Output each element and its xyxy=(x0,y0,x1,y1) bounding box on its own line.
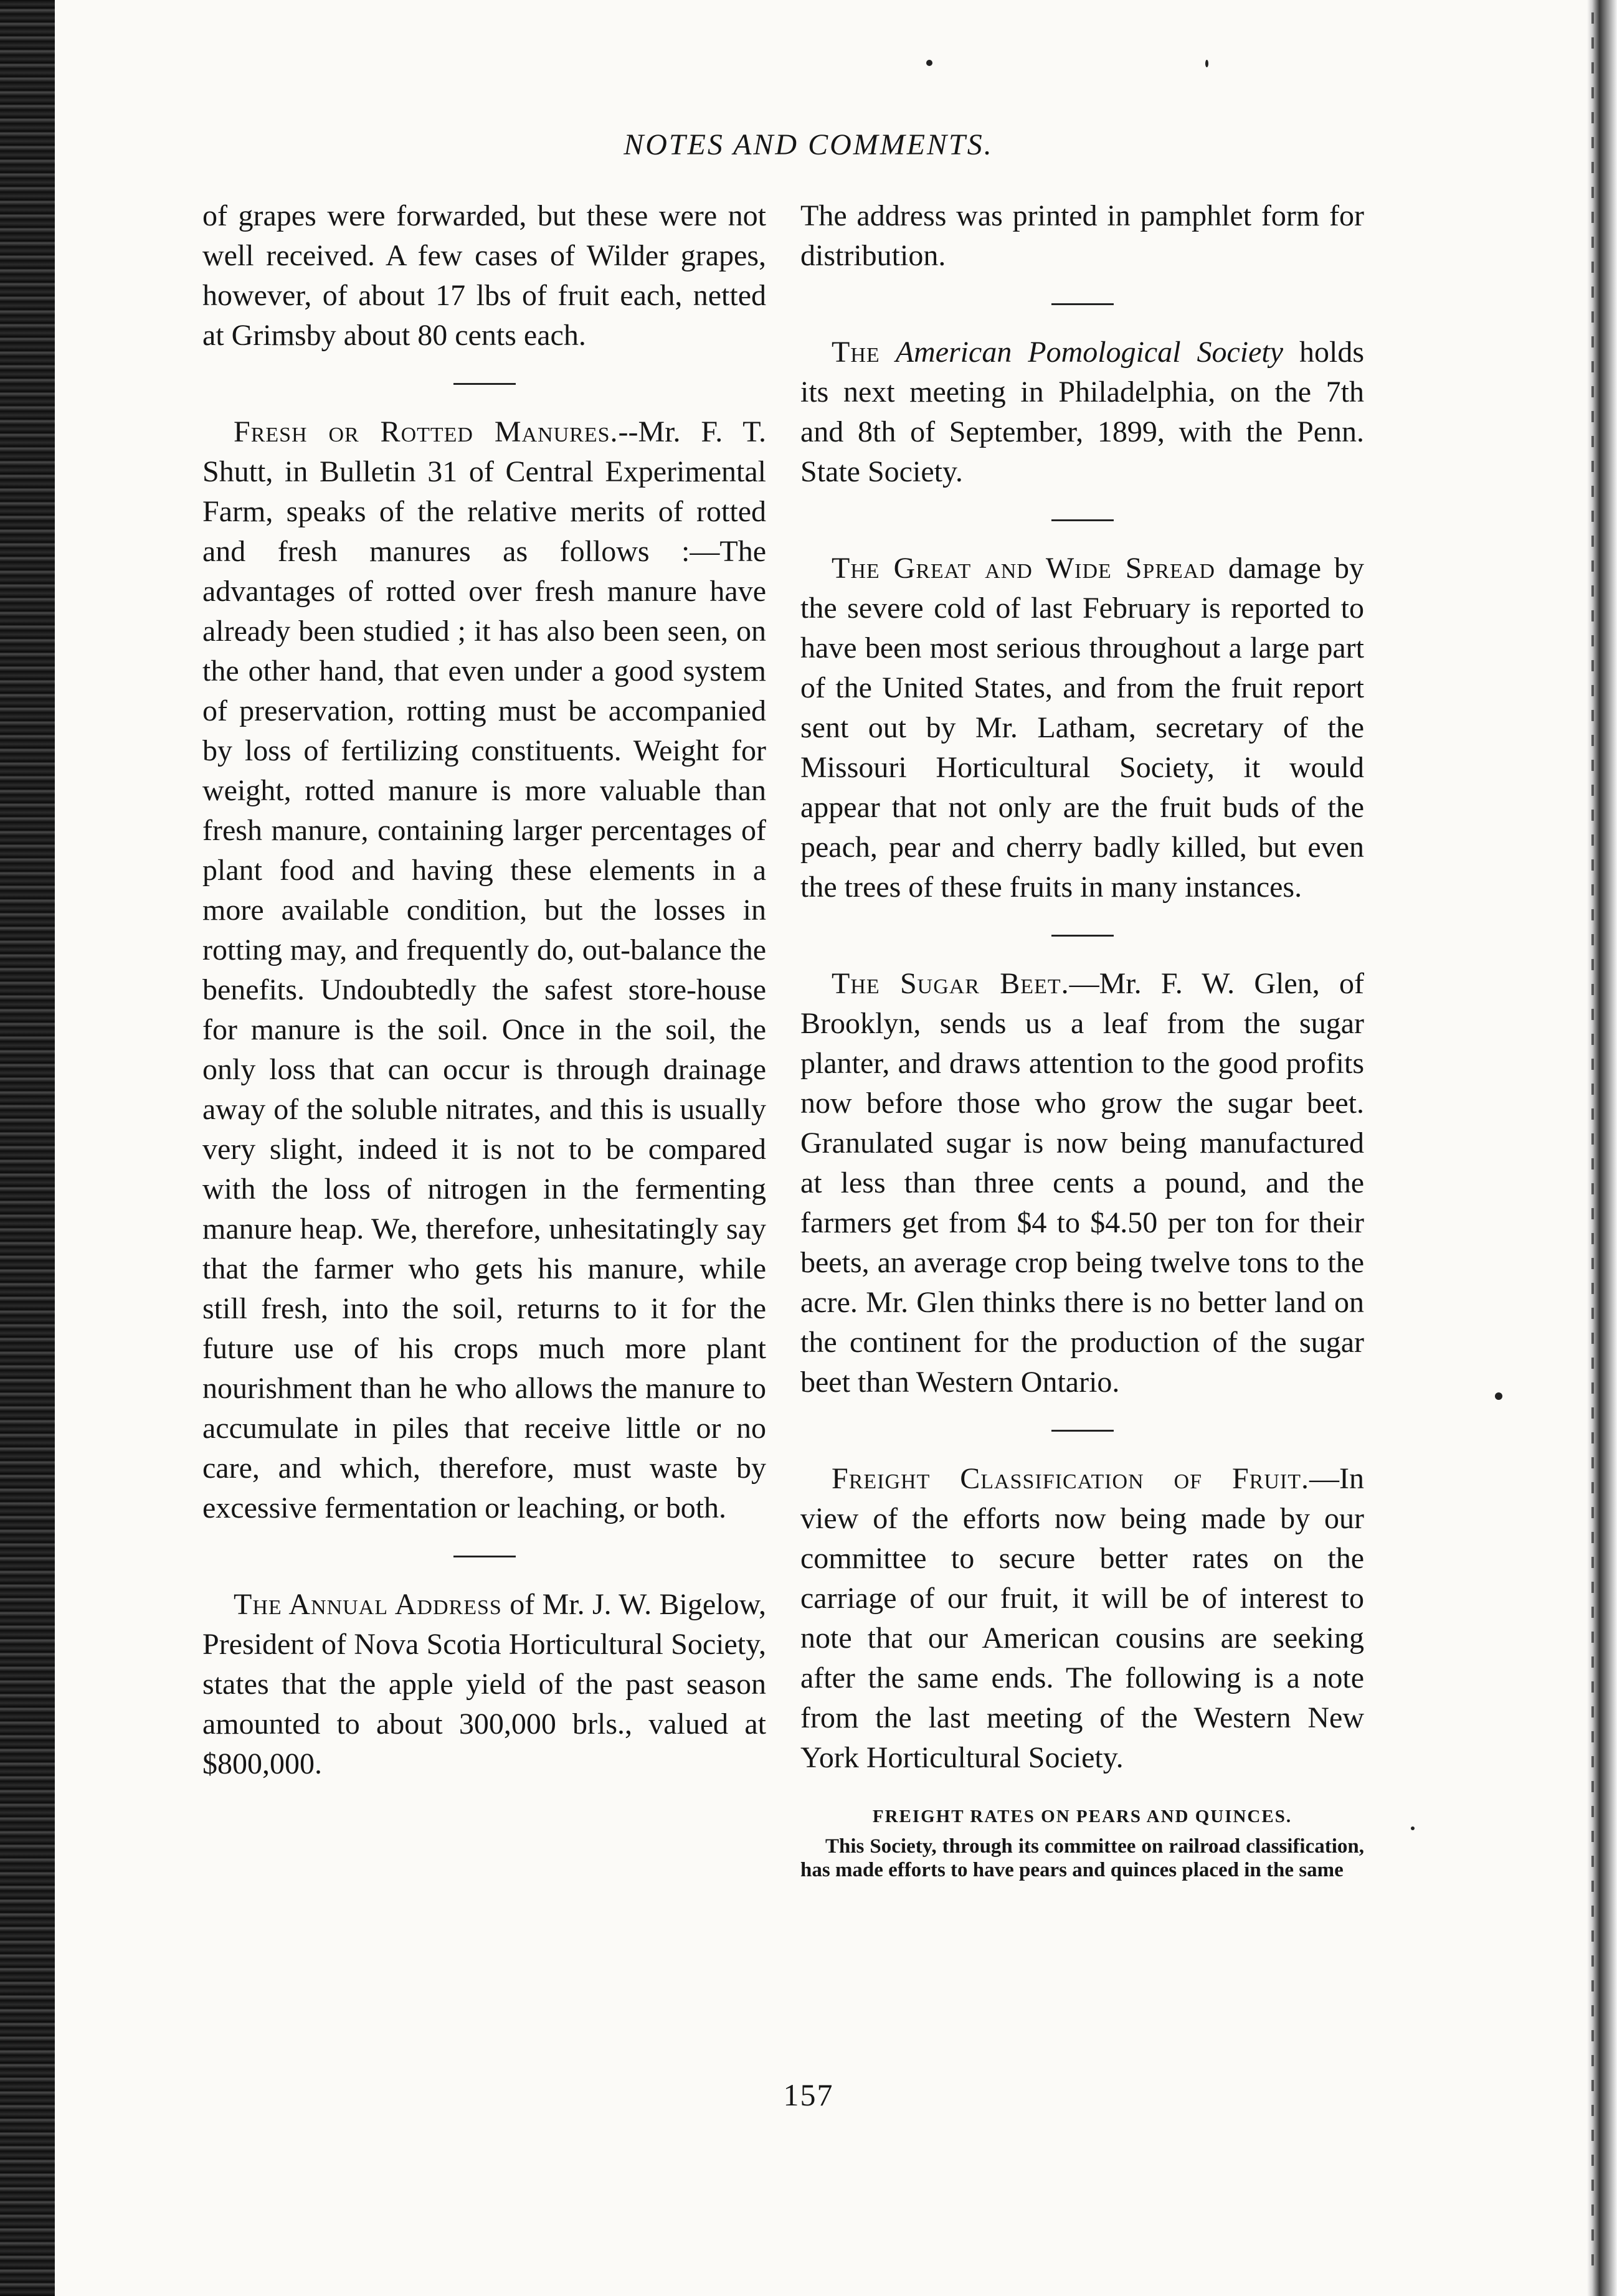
society-name: American Pomological Society xyxy=(880,336,1284,369)
article-heading-sugar-beet: The Sugar Beet. xyxy=(832,967,1069,1000)
section-separator xyxy=(1051,1430,1114,1432)
article-heading-annual-address: The Annual Address xyxy=(234,1588,502,1621)
article-body-freight: —In view of the efforts now being made by our committee to secure better rates on the carriage of our fruit, it will be of interest to note that our American cousins are seeking after the same ends. The following is a note from the last meeting of the Western New York Horticultural Society. xyxy=(800,1462,1364,1774)
article-body-sugar-beet: —Mr. F. W. Glen, of Brooklyn, sends us a leaf from the sugar planter, and draws attention to the good profits now before those who grow the sugar beet. Granulated sugar is now being manufactured at less than three cents a pound, and the farmers get from $4 to $4.50 per ton for their beets, an average crop being twelve tons to the acre. Mr. Glen thinks there is no better land on the continent for the production of the sugar beet than Western Ontario. xyxy=(800,967,1365,1399)
article-body-manures: --Mr. F. T. Shutt, in Bulletin 31 of Central Experimental Farm, speaks of the relative merits of rotted and fresh manures as follows :—The advantages of rotted over fresh manure have already been studied ; it has also been seen, on the other hand, that even under a good system of preservation, rotting must be accompanied by loss of fertilizing constituents. Weight for weight, rotted manure is more valuable than fresh manure, containing larger percentages of plant food and having these elements in a more available condition, but the losses in rotting may, and frequently do, out-balance the benefits. Undoubtedly the safest store-house for manure is the soil. Once in the soil, the only loss that can occur is through drainage away of the soluble nitrates, and this is usually very slight, indeed it is not to be compared with the loss of nitrogen in the fermenting manure heap. We, therefore, unhesitatingly say that the farmer who gets his manure, while still fresh, into the soil, returns to it for the future use of his crops much more plant nourishment than he who allows the manure to accumulate in piles that receive little or no care, and which, therefore, must waste by excessive fermentation or leaching, or both. xyxy=(202,415,766,1524)
article-heading-the: The xyxy=(832,336,880,369)
paragraph-grapes: of grapes were forwarded, but these were not well received. A few cases of Wilder grapes, however, of about 17 lbs of fruit each, netted at Grimsby about 80 cents each. xyxy=(202,199,766,352)
subheading-freight-rates: FREIGHT RATES ON PEARS AND QUINCES. xyxy=(872,1807,1292,1826)
article-body-great-spread: damage by the severe cold of last February is reported to have been most serious throughout a large part of the United States, and from the fruit report sent out by Mr. Latham, secretary of the Missouri Horticultural Society, it would appear that not only are the fruit buds of the peach, pear and cherry badly killed, but even the trees of these fruits in many instances. xyxy=(800,552,1364,904)
section-separator xyxy=(453,383,516,385)
right-margin-rule xyxy=(1591,12,1594,2279)
page-number: 157 xyxy=(783,2077,834,2112)
article-heading-great-spread: The Great and Wide Spread xyxy=(832,552,1215,585)
article-body-annual-address: of Mr. J. W. Bigelow, President of Nova Scotia Horticultural Society, states that the apple yield of the past season amounted to about 300,000 brls., valued at $800,000. xyxy=(202,1588,767,1780)
running-header: NOTES AND COMMENTS. xyxy=(624,128,993,161)
article-heading-freight: Freight Classification of Fruit. xyxy=(832,1462,1310,1495)
paragraph-freight-rates: This Society, through its committee on railroad classification, has made efforts to have pears and quinces placed in the same xyxy=(800,1835,1364,1881)
ink-speck xyxy=(1205,60,1208,67)
section-separator xyxy=(1051,519,1114,521)
article-pomological xyxy=(800,333,1364,492)
article-freight xyxy=(800,1459,1364,1778)
article-sugar-beet xyxy=(800,964,1364,1402)
ink-speck xyxy=(1495,1392,1502,1400)
section-separator xyxy=(1051,303,1114,305)
article-heading-manures: Fresh or Rotted Manures. xyxy=(234,415,619,448)
ink-speck xyxy=(926,60,932,66)
right-column xyxy=(800,196,1364,2064)
right-binding-edge xyxy=(1573,0,1617,2296)
section-separator xyxy=(453,1556,516,1557)
left-binding-edge xyxy=(0,0,55,2296)
article-great-spread xyxy=(800,549,1364,907)
ink-speck xyxy=(1411,1826,1415,1830)
section-separator xyxy=(1051,935,1114,937)
article-body-pomological: holds its next meeting in Philadelphia, on the 7th and 8th of September, 1899, with the Penn. State Society. xyxy=(800,336,1365,488)
article-annual-address xyxy=(202,1585,766,1784)
paragraph-address-continued: The address was printed in pamphlet form for distribution. xyxy=(800,199,1364,272)
left-column xyxy=(202,196,766,2064)
article-manures xyxy=(202,412,766,1528)
